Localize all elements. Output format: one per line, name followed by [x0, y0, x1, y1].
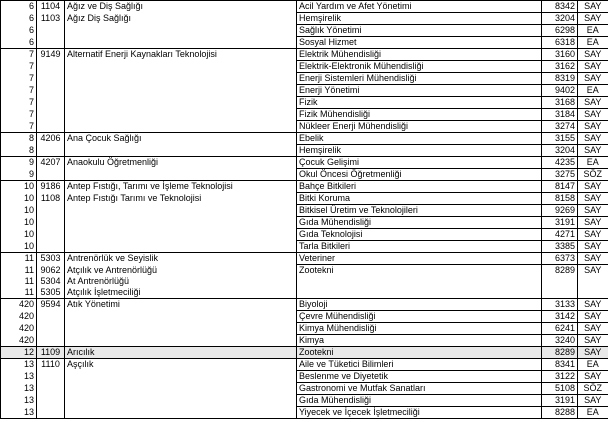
- program-code-cell: 3385: [542, 241, 578, 253]
- program-code-cell: 9402: [542, 85, 578, 97]
- table-row: [1, 287, 608, 299]
- program-code-cell: 6373: [542, 253, 578, 265]
- field-code-cell: [37, 335, 65, 347]
- group-code-cell: 7: [1, 109, 37, 121]
- table-row: [1, 109, 608, 121]
- field-name-cell: Anaokulu Öğretmenliği: [65, 157, 297, 169]
- table-row: [1, 335, 608, 347]
- table-row: [1, 121, 608, 133]
- group-code-cell: 7: [1, 49, 37, 61]
- score-type-cell: SAY: [578, 73, 608, 85]
- program-code-cell: 8319: [542, 73, 578, 85]
- table-row: [1, 13, 608, 25]
- score-type-cell: SAY: [578, 265, 608, 277]
- field-code-cell: [37, 323, 65, 335]
- field-code-cell: [37, 229, 65, 241]
- score-type-cell: SÖZ: [578, 383, 608, 395]
- score-type-cell: SAY: [578, 49, 608, 61]
- score-type-cell: SAY: [578, 13, 608, 25]
- program-name-cell: Gastronomi ve Mutfak Sanatları: [297, 383, 542, 395]
- field-name-cell: [65, 407, 297, 419]
- table-row: [1, 49, 608, 61]
- score-type-cell: SAY: [578, 145, 608, 157]
- field-name-cell: [65, 335, 297, 347]
- program-code-cell: 3274: [542, 121, 578, 133]
- group-code-cell: 9: [1, 169, 37, 181]
- score-type-cell: SAY: [578, 311, 608, 323]
- field-code-cell: [37, 85, 65, 97]
- field-name-cell: [65, 371, 297, 383]
- score-type-cell: SAY: [578, 181, 608, 193]
- field-name-cell: Antrenörlük ve Seyislik: [65, 253, 297, 265]
- field-name-cell: [65, 25, 297, 37]
- program-name-cell: [297, 276, 542, 287]
- table-row: [1, 253, 608, 265]
- program-code-cell: 3191: [542, 217, 578, 229]
- table-row: [1, 97, 608, 109]
- group-code-cell: 11: [1, 265, 37, 277]
- field-code-cell: 4206: [37, 133, 65, 145]
- table-row: [1, 407, 608, 419]
- score-type-cell: [578, 287, 608, 299]
- program-name-cell: Veteriner: [297, 253, 542, 265]
- field-name-cell: Ağız ve Diş Sağlığı: [65, 1, 297, 13]
- program-code-cell: [542, 276, 578, 287]
- field-name-cell: Antep Fıstığı, Tarımı ve İşleme Teknolojisi: [65, 181, 297, 193]
- program-name-cell: Hemşirelik: [297, 13, 542, 25]
- table-row: [1, 133, 608, 145]
- field-name-cell: [65, 323, 297, 335]
- program-name-cell: Okul Öncesi Öğretmenliği: [297, 169, 542, 181]
- group-code-cell: 420: [1, 323, 37, 335]
- field-code-cell: 9149: [37, 49, 65, 61]
- program-name-cell: [297, 287, 542, 299]
- program-code-cell: 8158: [542, 193, 578, 205]
- program-name-cell: Acil Yardım ve Afet Yönetimi: [297, 1, 542, 13]
- program-code-cell: 3275: [542, 169, 578, 181]
- group-code-cell: 420: [1, 299, 37, 311]
- field-name-cell: [65, 61, 297, 73]
- program-code-cell: 5108: [542, 383, 578, 395]
- score-type-cell: EA: [578, 85, 608, 97]
- field-name-cell: Aşçılık: [65, 359, 297, 371]
- program-code-cell: 6298: [542, 25, 578, 37]
- field-name-cell: [65, 85, 297, 97]
- program-code-cell: 3184: [542, 109, 578, 121]
- program-code-cell: 6318: [542, 37, 578, 49]
- field-name-cell: Atık Yönetimi: [65, 299, 297, 311]
- field-name-cell: Atçılık ve Antrenörlüğü: [65, 265, 297, 277]
- group-code-cell: 9: [1, 157, 37, 169]
- program-name-cell: Gıda Teknolojisi: [297, 229, 542, 241]
- field-name-cell: Antep Fıstığı Tarımı ve Teknolojisi: [65, 193, 297, 205]
- program-code-cell: 3204: [542, 145, 578, 157]
- score-type-cell: SAY: [578, 217, 608, 229]
- group-code-cell: 7: [1, 97, 37, 109]
- table-row: [1, 241, 608, 253]
- group-code-cell: 11: [1, 253, 37, 265]
- table-row: [1, 181, 608, 193]
- program-code-cell: 4271: [542, 229, 578, 241]
- table-body: [1, 1, 608, 419]
- program-name-cell: Hemşirelik: [297, 145, 542, 157]
- program-code-cell: 3191: [542, 395, 578, 407]
- program-code-cell: 3142: [542, 311, 578, 323]
- group-code-cell: 13: [1, 383, 37, 395]
- field-name-cell: [65, 395, 297, 407]
- group-code-cell: 13: [1, 395, 37, 407]
- table-row: [1, 359, 608, 371]
- table-row: [1, 85, 608, 97]
- field-code-cell: 4207: [37, 157, 65, 169]
- group-code-cell: 6: [1, 37, 37, 49]
- table-row: [1, 383, 608, 395]
- score-type-cell: SAY: [578, 241, 608, 253]
- program-name-cell: Gıda Mühendisliği: [297, 217, 542, 229]
- field-name-cell: Atçılık İşletmeciliği: [65, 287, 297, 299]
- program-name-cell: Sağlık Yönetimi: [297, 25, 542, 37]
- field-name-cell: Ana Çocuk Sağlığı: [65, 133, 297, 145]
- field-code-cell: [37, 109, 65, 121]
- score-type-cell: SAY: [578, 323, 608, 335]
- score-type-cell: SAY: [578, 299, 608, 311]
- score-type-cell: [578, 276, 608, 287]
- field-code-cell: [37, 371, 65, 383]
- field-code-cell: 5303: [37, 253, 65, 265]
- field-code-cell: [37, 145, 65, 157]
- table-row: [1, 1, 608, 13]
- group-code-cell: 7: [1, 61, 37, 73]
- program-code-cell: 3168: [542, 97, 578, 109]
- field-name-cell: Ağız Diş Sağlığı: [65, 13, 297, 25]
- program-name-cell: Çocuk Gelişimi: [297, 157, 542, 169]
- field-code-cell: [37, 121, 65, 133]
- field-code-cell: 5305: [37, 287, 65, 299]
- table-row: [1, 371, 608, 383]
- field-code-cell: [37, 217, 65, 229]
- field-name-cell: Alternatif Enerji Kaynakları Teknolojisi: [65, 49, 297, 61]
- program-name-cell: Fizik: [297, 97, 542, 109]
- field-code-cell: 1109: [37, 347, 65, 359]
- table-row: [1, 205, 608, 217]
- field-code-cell: 1104: [37, 1, 65, 13]
- program-code-cell: [542, 287, 578, 299]
- group-code-cell: 7: [1, 73, 37, 85]
- field-code-cell: 1110: [37, 359, 65, 371]
- field-code-cell: [37, 61, 65, 73]
- field-code-cell: [37, 407, 65, 419]
- field-name-cell: [65, 73, 297, 85]
- score-type-cell: SAY: [578, 1, 608, 13]
- score-type-cell: SAY: [578, 253, 608, 265]
- program-name-cell: Aile ve Tüketici Bilimleri: [297, 359, 542, 371]
- group-code-cell: 6: [1, 25, 37, 37]
- field-code-cell: [37, 311, 65, 323]
- score-type-cell: SAY: [578, 335, 608, 347]
- program-name-cell: Zootekni: [297, 347, 542, 359]
- field-code-cell: [37, 241, 65, 253]
- score-type-cell: SAY: [578, 229, 608, 241]
- field-code-cell: 9186: [37, 181, 65, 193]
- score-type-cell: EA: [578, 157, 608, 169]
- score-type-cell: SAY: [578, 347, 608, 359]
- field-name-cell: Arıcılık: [65, 347, 297, 359]
- field-name-cell: [65, 205, 297, 217]
- field-name-cell: [65, 37, 297, 49]
- group-code-cell: 12: [1, 347, 37, 359]
- field-code-cell: [37, 37, 65, 49]
- table-row: [1, 395, 608, 407]
- score-type-cell: SÖZ: [578, 169, 608, 181]
- score-type-cell: SAY: [578, 395, 608, 407]
- program-code-cell: 9269: [542, 205, 578, 217]
- score-type-cell: SAY: [578, 371, 608, 383]
- field-code-cell: [37, 395, 65, 407]
- score-type-cell: EA: [578, 25, 608, 37]
- field-name-cell: [65, 217, 297, 229]
- table-row: [1, 347, 608, 359]
- field-code-cell: 1108: [37, 193, 65, 205]
- table-row: [1, 229, 608, 241]
- field-name-cell: [65, 145, 297, 157]
- table-row: [1, 299, 608, 311]
- field-code-cell: 1103: [37, 13, 65, 25]
- group-code-cell: 11: [1, 276, 37, 287]
- field-code-cell: [37, 73, 65, 85]
- score-type-cell: SAY: [578, 121, 608, 133]
- table-row: [1, 73, 608, 85]
- score-type-cell: SAY: [578, 193, 608, 205]
- program-name-cell: Bitki Koruma: [297, 193, 542, 205]
- program-code-cell: 3133: [542, 299, 578, 311]
- field-code-cell: [37, 205, 65, 217]
- table-row: [1, 25, 608, 37]
- program-name-cell: Elektrik Mühendisliği: [297, 49, 542, 61]
- field-name-cell: [65, 383, 297, 395]
- program-name-cell: Zootekni: [297, 265, 542, 277]
- program-code-cell: 8289: [542, 347, 578, 359]
- score-type-cell: SAY: [578, 205, 608, 217]
- group-code-cell: 8: [1, 133, 37, 145]
- field-code-cell: 9594: [37, 299, 65, 311]
- field-name-cell: [65, 229, 297, 241]
- program-code-cell: 3155: [542, 133, 578, 145]
- table-row: [1, 37, 608, 49]
- program-name-cell: Kimya Mühendisliği: [297, 323, 542, 335]
- program-name-cell: Ebelik: [297, 133, 542, 145]
- group-code-cell: 10: [1, 229, 37, 241]
- field-name-cell: [65, 109, 297, 121]
- field-name-cell: [65, 97, 297, 109]
- program-name-cell: Gıda Mühendisliği: [297, 395, 542, 407]
- group-code-cell: 13: [1, 407, 37, 419]
- field-name-cell: At Antrenörlüğü: [65, 276, 297, 287]
- program-name-cell: Fizik Mühendisliği: [297, 109, 542, 121]
- program-name-cell: Tarla Bitkileri: [297, 241, 542, 253]
- program-code-cell: 3122: [542, 371, 578, 383]
- program-name-cell: Biyoloji: [297, 299, 542, 311]
- table-row: [1, 193, 608, 205]
- score-type-cell: EA: [578, 37, 608, 49]
- table-row: [1, 61, 608, 73]
- program-code-cell: 8289: [542, 265, 578, 277]
- program-name-cell: Bitkisel Üretim ve Teknolojileri: [297, 205, 542, 217]
- program-code-cell: 3160: [542, 49, 578, 61]
- group-code-cell: 13: [1, 371, 37, 383]
- field-code-cell: [37, 169, 65, 181]
- table-row: [1, 217, 608, 229]
- table-row: [1, 276, 608, 287]
- program-code-cell: 8342: [542, 1, 578, 13]
- program-name-cell: Bahçe Bitkileri: [297, 181, 542, 193]
- score-type-cell: SAY: [578, 109, 608, 121]
- program-name-cell: Beslenme ve Diyetetik: [297, 371, 542, 383]
- group-code-cell: 10: [1, 205, 37, 217]
- score-type-cell: SAY: [578, 61, 608, 73]
- program-name-cell: Enerji Yönetimi: [297, 85, 542, 97]
- group-code-cell: 420: [1, 311, 37, 323]
- group-code-cell: 10: [1, 193, 37, 205]
- table-row: [1, 169, 608, 181]
- group-code-cell: 8: [1, 145, 37, 157]
- score-type-cell: EA: [578, 407, 608, 419]
- score-type-cell: SAY: [578, 133, 608, 145]
- program-name-cell: Sosyal Hizmet: [297, 37, 542, 49]
- field-code-cell: 9062: [37, 265, 65, 277]
- program-code-cell: 8288: [542, 407, 578, 419]
- score-type-cell: EA: [578, 359, 608, 371]
- field-name-cell: [65, 121, 297, 133]
- group-code-cell: 7: [1, 121, 37, 133]
- group-code-cell: 11: [1, 287, 37, 299]
- program-code-cell: 8147: [542, 181, 578, 193]
- program-name-cell: Elektrik-Elektronik Mühendisliği: [297, 61, 542, 73]
- field-code-cell: [37, 383, 65, 395]
- program-name-cell: Yiyecek ve İçecek İşletmeciliği: [297, 407, 542, 419]
- group-code-cell: 13: [1, 359, 37, 371]
- program-code-cell: 4235: [542, 157, 578, 169]
- program-name-cell: Kimya: [297, 335, 542, 347]
- program-name-cell: Çevre Mühendisliği: [297, 311, 542, 323]
- table-row: [1, 157, 608, 169]
- program-code-cell: 3204: [542, 13, 578, 25]
- program-code-cell: 8341: [542, 359, 578, 371]
- field-name-cell: [65, 169, 297, 181]
- program-code-cell: 3240: [542, 335, 578, 347]
- group-code-cell: 420: [1, 335, 37, 347]
- group-code-cell: 6: [1, 13, 37, 25]
- table-row: [1, 323, 608, 335]
- group-code-cell: 10: [1, 181, 37, 193]
- field-code-cell: [37, 25, 65, 37]
- group-code-cell: 10: [1, 217, 37, 229]
- program-code-cell: 3162: [542, 61, 578, 73]
- group-code-cell: 10: [1, 241, 37, 253]
- program-name-cell: Enerji Sistemleri Mühendisliği: [297, 73, 542, 85]
- table-row: [1, 145, 608, 157]
- score-type-cell: SAY: [578, 97, 608, 109]
- program-code-cell: 6241: [542, 323, 578, 335]
- program-name-cell: Nükleer Enerji Mühendisliği: [297, 121, 542, 133]
- field-name-cell: [65, 311, 297, 323]
- group-code-cell: 7: [1, 85, 37, 97]
- field-code-cell: [37, 97, 65, 109]
- field-name-cell: [65, 241, 297, 253]
- group-code-cell: 6: [1, 1, 37, 13]
- table-row: [1, 265, 608, 277]
- table-row: [1, 311, 608, 323]
- field-code-cell: 5304: [37, 276, 65, 287]
